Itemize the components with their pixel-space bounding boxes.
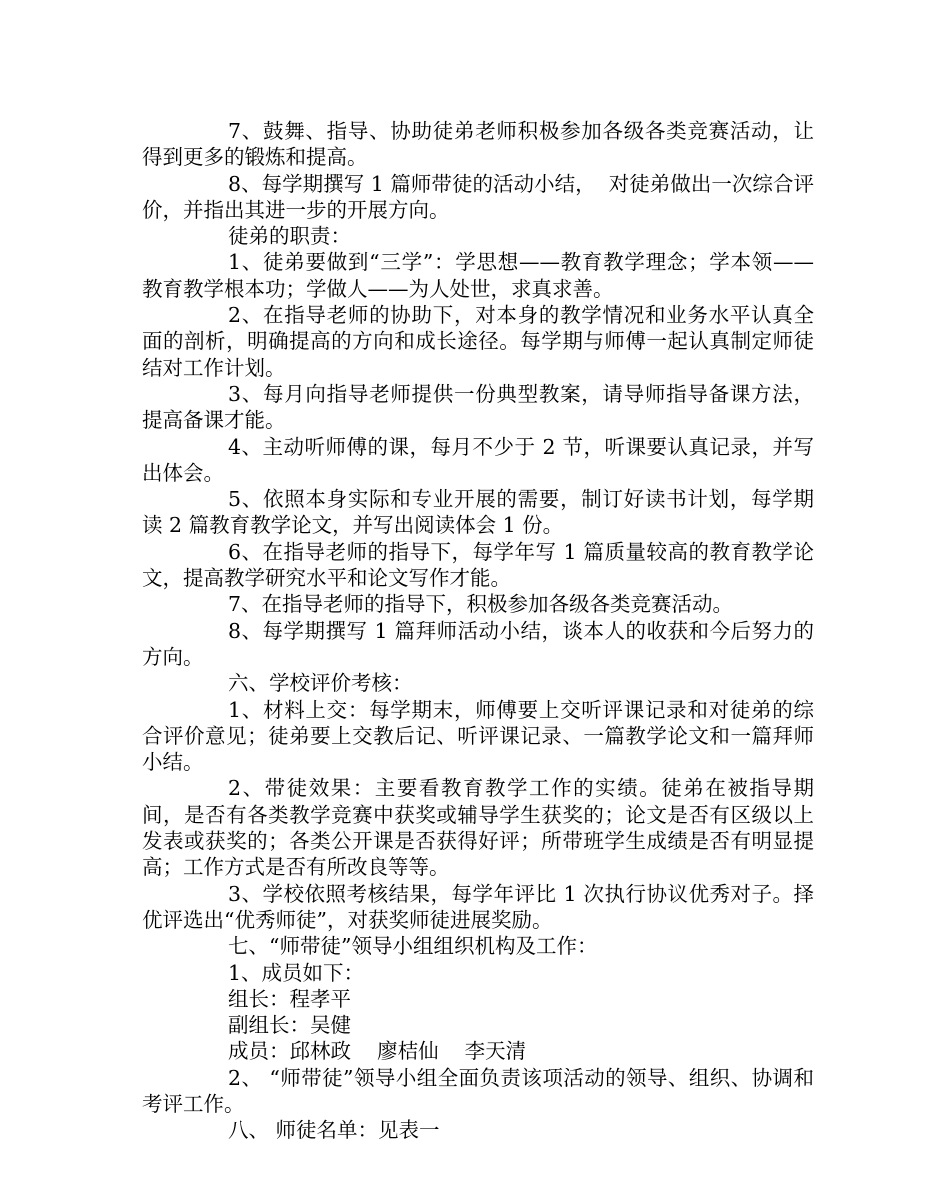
heading-section-6: 六、学校评价考核：: [228, 671, 413, 696]
paragraph-apprentice-duty-5: 5、依照本身实际和专业开展的需要，制订好读书计划，每学期读 2 篇教育教学论文，并写出阅读体会 1 份。: [142, 487, 814, 538]
paragraph-members-intro: 1、成员如下：: [228, 960, 365, 985]
document-body: [142, 118, 814, 1144]
paragraph-apprentice-duty-2: 2、在指导老师的协助下，对本身的教学情况和业务水平认真全面的剖析，明确提高的方向和成长途径。每学期与师傅一起认真制定师徒结对工作计划。: [142, 303, 814, 380]
paragraph-apprentice-duty-3: 3、每月向指导老师提供一份典型教案，请导师指导备课方法，提高备课才能。: [142, 381, 814, 433]
paragraph-group-responsibility: 2、 “师带徒”领导小组全面负责该项活动的领导、组织、协调和考评工作。: [142, 1065, 814, 1116]
paragraph-deputy-leader: 副组长：吴健: [228, 1013, 351, 1038]
paragraph-evaluation-3: 3、学校依照考核结果，每学年评比 1 次执行协议优秀对子。择优评选出“优秀师徒”，对获奖师徒进展奖励。: [142, 881, 814, 932]
paragraph-apprentice-duty-6: 6、在指导老师的指导下，每学年写 1 篇质量较高的教育教学论文，提高教学研究水平和论文写作才能。: [142, 539, 814, 591]
paragraph-mentor-duty-7: 7、鼓舞、指导、协助徒弟老师积极参加各级各类竞赛活动，让得到更多的锻炼和提高。: [142, 119, 814, 170]
heading-section-7: 七、“师带徒”领导小组组织机构及工作：: [228, 934, 598, 959]
paragraph-apprentice-duty-7: 7、在指导老师的指导下，积极参加各级各类竞赛活动。: [228, 592, 734, 617]
paragraph-apprentice-duty-1: 1、徒弟要做到“三学”：学思想——教育教学理念；学本领——教育教学根本功；学做人——为人处世，求真求善。: [142, 250, 814, 301]
heading-section-8: 八、 师徒名单：见表一: [228, 1118, 440, 1143]
paragraph-mentor-duty-8: 8、每学期撰写 1 篇师带徒的活动小结， 对徒弟做出一次综合评价，并指出其进一步的开展方向。: [142, 171, 814, 222]
heading-apprentice-duties: 徒弟的职责：: [228, 224, 351, 249]
paragraph-apprentice-duty-4: 4、主动听师傅的课，每月不少于 2 节，听课要认真记录，并写出体会。: [142, 434, 814, 485]
paragraph-evaluation-2: 2、带徒效果：主要看教育教学工作的实绩。徒弟在被指导期间，是否有各类教学竞赛中获奖或辅导学生获奖的；论文是否有区级以上发表或获奖的；各类公开课是否获得好评；所带班学生成绩是否有明显提高；工作方式是否有所改良等等。: [142, 776, 814, 880]
paragraph-apprentice-duty-8: 8、每学期撰写 1 篇拜师活动小结，谈本人的收获和今后努力的方向。: [142, 618, 814, 669]
paragraph-evaluation-1: 1、材料上交：每学期末，师傅要上交听评课记录和对徒弟的综合评价意见；徒弟要上交教后记、听评课记录、一篇教学论文和一篇拜师小结。: [142, 697, 814, 775]
paragraph-members: 成员：邱林政 廖桔仙 李天清: [228, 1039, 527, 1064]
paragraph-group-leader: 组长：程孝平: [228, 986, 351, 1011]
